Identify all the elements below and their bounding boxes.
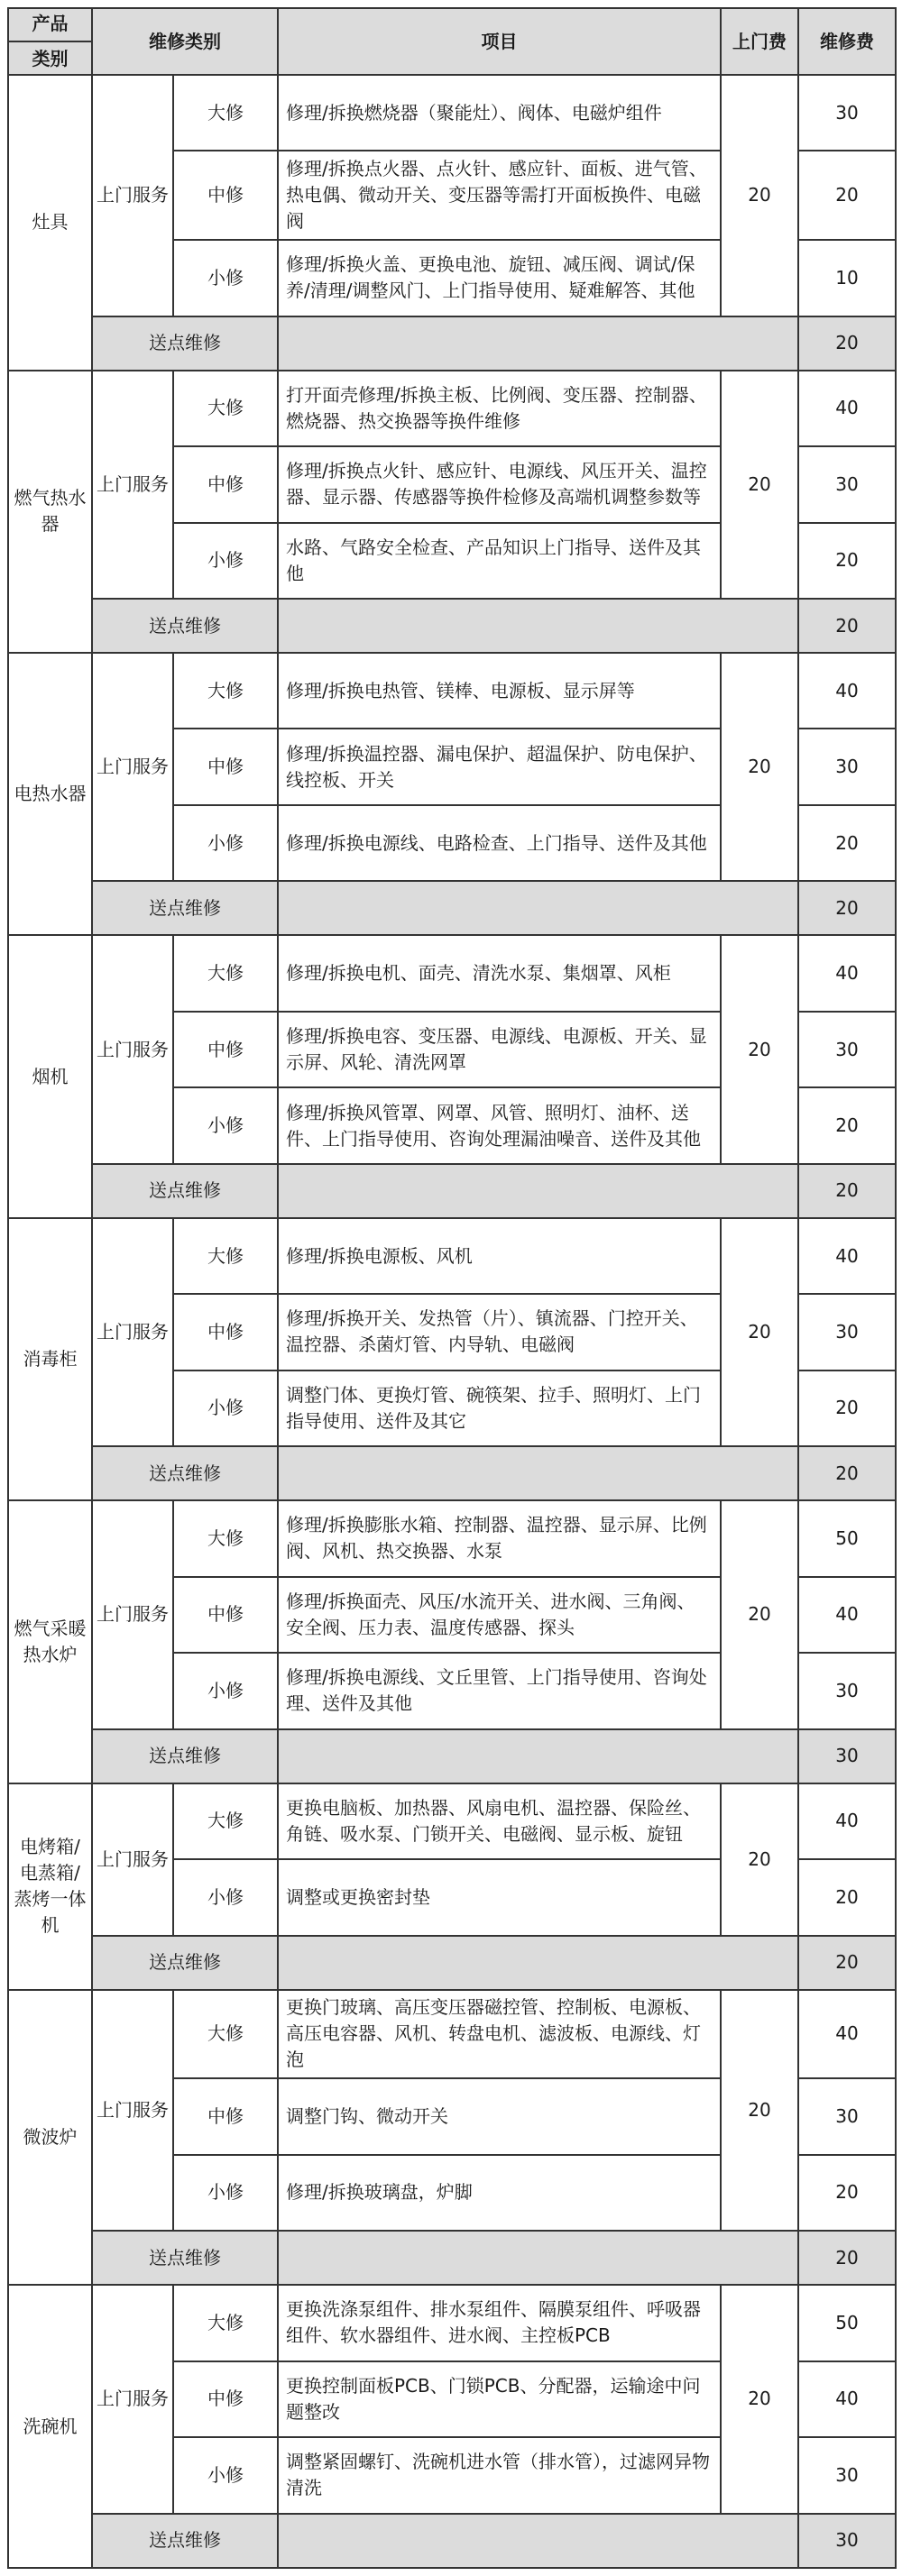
dropoff-label-cell: 送点维修 <box>92 316 278 371</box>
dropoff-row <box>8 2514 896 2568</box>
dropoff-label-cell: 送点维修 <box>92 1936 278 1990</box>
service-type-cell: 上门服务 <box>92 1500 173 1728</box>
header-row <box>8 8 896 75</box>
service-type-cell: 上门服务 <box>92 371 173 599</box>
repair-fee-cell: 40 <box>798 371 896 446</box>
table-row <box>8 935 896 1011</box>
dropoff-row <box>8 881 896 935</box>
repair-items-cell: 更换电脑板、加热器、风扇电机、温控器、保险丝、角链、吸水泵、门锁开关、电磁阀、显示板、旋钮 <box>278 1783 721 1859</box>
repair-fee-cell: 20 <box>798 523 896 599</box>
repair-items-cell: 调整或更换密封垫 <box>278 1859 721 1935</box>
header-repair-fee: 维修费 <box>798 8 896 75</box>
repair-fee-cell: 20 <box>798 2155 896 2231</box>
repair-fee-cell: 40 <box>798 1218 896 1294</box>
product-category-cell: 微波炉 <box>8 1990 92 2286</box>
dropoff-label-cell: 送点维修 <box>92 2231 278 2285</box>
dropoff-row <box>8 316 896 371</box>
repair-items-cell: 修理/拆换风管罩、网罩、风管、照明灯、油杯、送件、上门指导使用、咨询处理漏油噪音、送件及其他 <box>278 1087 721 1163</box>
repair-items-cell: 修理/拆换玻璃盘，炉脚 <box>278 2155 721 2231</box>
repair-items-cell: 修理/拆换膨胀水箱、控制器、温控器、显示屏、比例阀、风机、热交换器、水泵 <box>278 1500 721 1576</box>
repair-items-cell: 调整紧固螺钉、洗碗机进水管（排水管），过滤网异物清洗 <box>278 2437 721 2513</box>
repair-fee-cell: 40 <box>798 653 896 729</box>
repair-fee-cell: 10 <box>798 240 896 316</box>
product-category-cell: 灶具 <box>8 75 92 371</box>
visit-fee-cell: 20 <box>721 1783 798 1936</box>
product-category-cell: 烟机 <box>8 935 92 1217</box>
table-row <box>8 2285 896 2361</box>
repair-level-cell: 大修 <box>173 935 278 1011</box>
repair-items-cell: 修理/拆换电源板、风机 <box>278 1218 721 1294</box>
repair-level-cell: 大修 <box>173 1783 278 1859</box>
dropoff-blank-cell <box>278 1164 798 1218</box>
repair-items-cell: 调整门钩、微动开关 <box>278 2078 721 2154</box>
table-row <box>8 371 896 446</box>
visit-fee-cell: 20 <box>721 935 798 1163</box>
dropoff-label-cell: 送点维修 <box>92 2514 278 2568</box>
header-product-line2: 类别 <box>32 48 69 69</box>
repair-level-cell: 中修 <box>173 446 278 522</box>
header-items: 项目 <box>278 8 721 75</box>
repair-level-cell: 大修 <box>173 1218 278 1294</box>
header-repair-type: 维修类别 <box>92 8 278 75</box>
repair-items-cell: 调整门体、更换灯管、碗筷架、拉手、照明灯、上门指导使用、送件及其它 <box>278 1371 721 1446</box>
repair-level-cell: 小修 <box>173 2437 278 2513</box>
repair-fee-cell: 40 <box>798 1990 896 2079</box>
dropoff-row <box>8 599 896 653</box>
dropoff-blank-cell <box>278 1446 798 1500</box>
repair-fee-cell: 20 <box>798 151 896 240</box>
repair-fee-cell: 40 <box>798 1577 896 1653</box>
dropoff-blank-cell <box>278 2231 798 2285</box>
dropoff-fee-cell: 20 <box>798 881 896 935</box>
header-visit-fee: 上门费 <box>721 8 798 75</box>
repair-fee-cell: 30 <box>798 2078 896 2154</box>
repair-fee-cell: 30 <box>798 446 896 522</box>
repair-items-cell: 修理/拆换电源线、文丘里管、上门指导使用、咨询处理、送件及其他 <box>278 1653 721 1728</box>
dropoff-fee-cell: 20 <box>798 2231 896 2285</box>
dropoff-blank-cell <box>278 881 798 935</box>
repair-fee-cell: 40 <box>798 2361 896 2437</box>
repair-level-cell: 小修 <box>173 1653 278 1728</box>
table-row <box>8 1218 896 1294</box>
repair-fee-cell: 50 <box>798 2285 896 2361</box>
repair-fee-cell: 50 <box>798 1500 896 1576</box>
repair-items-cell: 修理/拆换温控器、漏电保护、超温保护、防电保护、线控板、开关 <box>278 729 721 804</box>
repair-level-cell: 大修 <box>173 1500 278 1576</box>
dropoff-row <box>8 2231 896 2285</box>
visit-fee-cell: 20 <box>721 1500 798 1728</box>
table-row <box>8 653 896 729</box>
service-type-cell: 上门服务 <box>92 75 173 316</box>
repair-fee-cell: 20 <box>798 805 896 881</box>
visit-fee-cell: 20 <box>721 1218 798 1446</box>
dropoff-fee-cell: 20 <box>798 1446 896 1500</box>
dropoff-blank-cell <box>278 2514 798 2568</box>
repair-level-cell: 中修 <box>173 2361 278 2437</box>
repair-fee-cell: 30 <box>798 1653 896 1728</box>
service-type-cell: 上门服务 <box>92 935 173 1163</box>
repair-level-cell: 小修 <box>173 805 278 881</box>
repair-fee-cell: 30 <box>798 1012 896 1087</box>
repair-level-cell: 小修 <box>173 1371 278 1446</box>
service-type-cell: 上门服务 <box>92 2285 173 2513</box>
repair-level-cell: 小修 <box>173 1859 278 1935</box>
visit-fee-cell: 20 <box>721 1990 798 2232</box>
repair-items-cell: 修理/拆换面壳、风压/水流开关、进水阀、三角阀、安全阀、压力表、温度传感器、探头 <box>278 1577 721 1653</box>
repair-level-cell: 中修 <box>173 2078 278 2154</box>
repair-level-cell: 大修 <box>173 75 278 151</box>
repair-level-cell: 小修 <box>173 240 278 316</box>
service-type-cell: 上门服务 <box>92 1783 173 1936</box>
repair-items-cell: 修理/拆换火盖、更换电池、旋钮、减压阀、调试/保养/清理/调整风门、上门指导使用、疑难解答、其他 <box>278 240 721 316</box>
dropoff-blank-cell <box>278 599 798 653</box>
dropoff-row <box>8 1446 896 1500</box>
visit-fee-cell: 20 <box>721 653 798 881</box>
service-type-cell: 上门服务 <box>92 653 173 881</box>
repair-items-cell: 更换控制面板PCB、门锁PCB、分配器，运输途中问题整改 <box>278 2361 721 2437</box>
service-type-cell: 上门服务 <box>92 1218 173 1446</box>
dropoff-label-cell: 送点维修 <box>92 1446 278 1500</box>
product-category-cell: 燃气采暖热水炉 <box>8 1500 92 1783</box>
repair-level-cell: 小修 <box>173 1087 278 1163</box>
repair-items-cell: 修理/拆换电机、面壳、清洗水泵、集烟罩、风柜 <box>278 935 721 1011</box>
table-row <box>8 75 896 151</box>
repair-items-cell: 修理/拆换点火器、点火针、感应针、面板、进气管、热电偶、微动开关、变压器等需打开面板换件、电磁阀 <box>278 151 721 240</box>
dropoff-row <box>8 1164 896 1218</box>
repair-items-cell: 更换洗涤泵组件、排水泵组件、隔膜泵组件、呼吸器组件、软水器组件、进水阀、主控板PCB <box>278 2285 721 2361</box>
dropoff-label-cell: 送点维修 <box>92 881 278 935</box>
repair-items-cell: 水路、气路安全检查、产品知识上门指导、送件及其他 <box>278 523 721 599</box>
header-product-category <box>8 8 92 75</box>
dropoff-label-cell: 送点维修 <box>92 1729 278 1783</box>
repair-level-cell: 大修 <box>173 2285 278 2361</box>
dropoff-row <box>8 1729 896 1783</box>
dropoff-label-cell: 送点维修 <box>92 599 278 653</box>
repair-items-cell: 修理/拆换开关、发热管（片）、镇流器、门控开关、温控器、杀菌灯管、内导轨、电磁阀 <box>278 1294 721 1370</box>
product-category-cell: 电烤箱/电蒸箱/蒸烤一体机 <box>8 1783 92 1990</box>
dropoff-blank-cell <box>278 1729 798 1783</box>
dropoff-label-cell: 送点维修 <box>92 1164 278 1218</box>
repair-level-cell: 小修 <box>173 523 278 599</box>
dropoff-row <box>8 1936 896 1990</box>
repair-level-cell: 大修 <box>173 371 278 446</box>
repair-fee-cell: 30 <box>798 729 896 804</box>
repair-fee-cell: 40 <box>798 1783 896 1859</box>
dropoff-blank-cell <box>278 1936 798 1990</box>
dropoff-fee-cell: 30 <box>798 1729 896 1783</box>
visit-fee-cell: 20 <box>721 2285 798 2513</box>
product-category-cell: 洗碗机 <box>8 2285 92 2568</box>
repair-fee-cell: 30 <box>798 2437 896 2513</box>
visit-fee-cell: 20 <box>721 371 798 599</box>
repair-fee-cell: 30 <box>798 1294 896 1370</box>
dropoff-fee-cell: 20 <box>798 1164 896 1218</box>
dropoff-fee-cell: 20 <box>798 1936 896 1990</box>
visit-fee-cell: 20 <box>721 75 798 316</box>
repair-items-cell: 修理/拆换点火针、感应针、电源线、风压开关、温控器、显示器、传感器等换件检修及高端机调整参数等 <box>278 446 721 522</box>
repair-fee-cell: 30 <box>798 75 896 151</box>
repair-level-cell: 中修 <box>173 1012 278 1087</box>
table-body <box>8 75 896 2568</box>
repair-fee-cell: 40 <box>798 935 896 1011</box>
repair-level-cell: 大修 <box>173 653 278 729</box>
repair-level-cell: 大修 <box>173 1990 278 2079</box>
repair-items-cell: 修理/拆换电容、变压器、电源线、电源板、开关、显示屏、风轮、清洗网罩 <box>278 1012 721 1087</box>
repair-fee-cell: 20 <box>798 1859 896 1935</box>
dropoff-blank-cell <box>278 316 798 371</box>
repair-items-cell: 修理/拆换电源线、电路检查、上门指导、送件及其他 <box>278 805 721 881</box>
repair-items-cell: 更换门玻璃、高压变压器磁控管、控制板、电源板、高压电容器、风机、转盘电机、滤波板、电源线、灯泡 <box>278 1990 721 2079</box>
dropoff-fee-cell: 20 <box>798 316 896 371</box>
repair-level-cell: 中修 <box>173 1294 278 1370</box>
product-category-cell: 燃气热水器 <box>8 371 92 653</box>
repair-fee-table <box>7 7 897 2569</box>
repair-fee-cell: 20 <box>798 1087 896 1163</box>
repair-level-cell: 中修 <box>173 729 278 804</box>
table-row <box>8 1990 896 2079</box>
product-category-cell: 消毒柜 <box>8 1218 92 1500</box>
table-row <box>8 1500 896 1576</box>
product-category-cell: 电热水器 <box>8 653 92 935</box>
repair-level-cell: 小修 <box>173 2155 278 2231</box>
header-product-line1: 产品 <box>9 9 91 42</box>
repair-fee-cell: 20 <box>798 1371 896 1446</box>
table-row <box>8 1783 896 1859</box>
repair-items-cell: 修理/拆换电热管、镁棒、电源板、显示屏等 <box>278 653 721 729</box>
repair-items-cell: 打开面壳修理/拆换主板、比例阀、变压器、控制器、燃烧器、热交换器等换件维修 <box>278 371 721 446</box>
repair-level-cell: 中修 <box>173 1577 278 1653</box>
repair-items-cell: 修理/拆换燃烧器（聚能灶）、阀体、电磁炉组件 <box>278 75 721 151</box>
repair-level-cell: 中修 <box>173 151 278 240</box>
service-type-cell: 上门服务 <box>92 1990 173 2232</box>
dropoff-fee-cell: 30 <box>798 2514 896 2568</box>
dropoff-fee-cell: 20 <box>798 599 896 653</box>
